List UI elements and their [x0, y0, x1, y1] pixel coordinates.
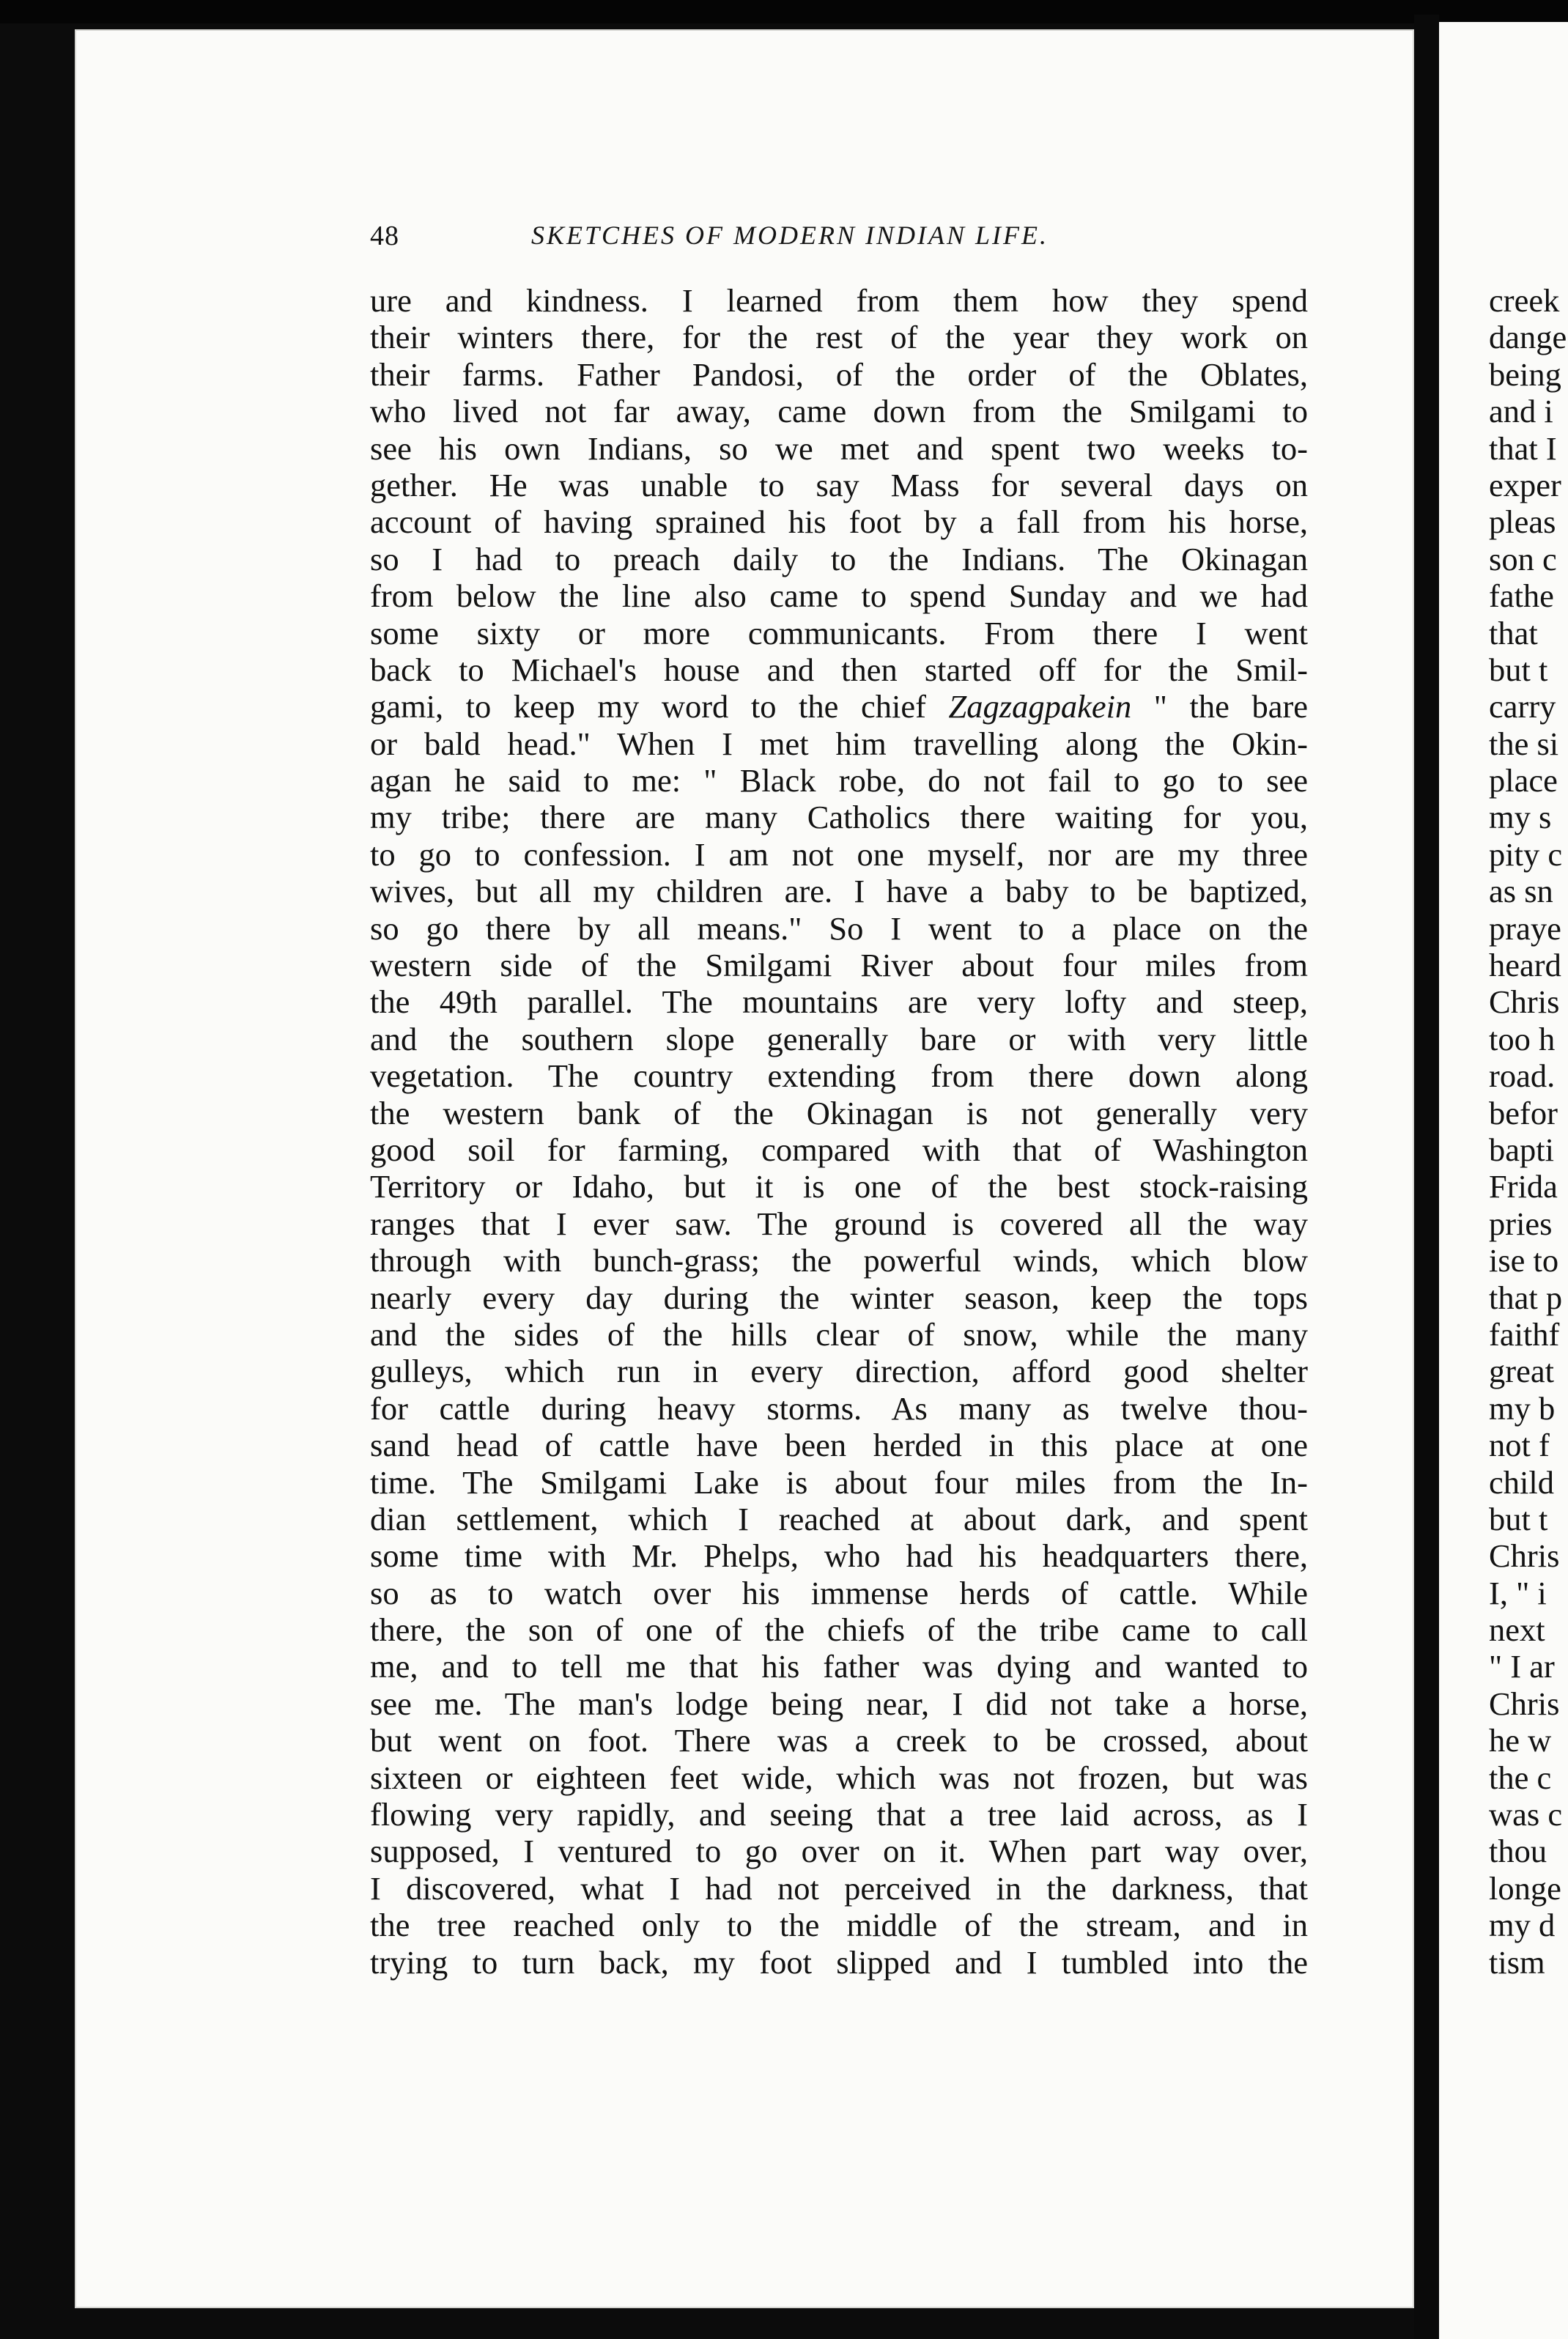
right-text-line: that p — [1489, 1279, 1563, 1316]
body-text — [370, 282, 1308, 1981]
text-line: sixteen or eighteen feet wide, which was not frozen, but was — [370, 1759, 1308, 1796]
right-text-line: " I ar — [1489, 1648, 1555, 1685]
text-line: see me. The man's lodge being near, I did not take a horse, — [370, 1685, 1308, 1722]
right-text-line: ise to — [1489, 1242, 1559, 1279]
right-text-line: great — [1489, 1353, 1554, 1390]
text-line: but went on foot. There was a creek to be crossed, about — [370, 1722, 1308, 1759]
right-text-line: tism — [1489, 1943, 1545, 1981]
text-line: time. The Smilgami Lake is about four miles from the In- — [370, 1463, 1308, 1501]
right-text-line: my d — [1489, 1907, 1556, 1944]
text-line: ure and kindness. I learned from them how they spend — [370, 282, 1308, 319]
text-line — [370, 688, 1308, 725]
text-line: who lived not far away, came down from the Smilgami to — [370, 393, 1308, 430]
right-text-line: thou — [1489, 1833, 1547, 1870]
text-line: their farms. Father Pandosi, of the order of the Oblates, — [370, 355, 1308, 393]
text-line: so I had to preach daily to the Indians. The Okinagan — [370, 540, 1308, 577]
text-line: some time with Mr. Phelps, who had his headquarters there, — [370, 1537, 1308, 1575]
text-line-start: gami, to keep my word to the chief — [370, 688, 926, 725]
right-text-line: Chris — [1489, 1537, 1560, 1575]
text-line: Territory or Idaho, but it is one of the best stock-raising — [370, 1168, 1308, 1205]
text-line: for cattle during heavy storms. As many as twelve thou- — [370, 1389, 1308, 1427]
right-text-line: heard — [1489, 947, 1561, 984]
scan-top-edge — [0, 0, 1568, 23]
right-text-line: child — [1489, 1463, 1554, 1501]
right-text-line: too h — [1489, 1020, 1556, 1057]
text-line: there, the son of one of the chiefs of the tribe came to call — [370, 1611, 1308, 1649]
right-text-line: bapti — [1489, 1131, 1554, 1168]
text-line: their winters there, for the rest of the year they work on — [370, 319, 1308, 356]
right-text-line: my s — [1489, 799, 1552, 836]
right-text-line: place — [1489, 762, 1558, 799]
right-text-line: the si — [1489, 725, 1559, 762]
right-text-line: he w — [1489, 1722, 1552, 1759]
text-line: so as to watch over his immense herds of cattle. While — [370, 1574, 1308, 1611]
text-line: the western bank of the Okinagan is not generally very — [370, 1094, 1308, 1131]
right-text-line: but t — [1489, 651, 1548, 688]
right-text-line: my b — [1489, 1389, 1556, 1427]
right-text-line: that I — [1489, 429, 1557, 467]
text-line: through with bunch-grass; the powerful winds, which blow — [370, 1242, 1308, 1279]
right-page-text — [1489, 282, 1568, 1981]
text-line: and the sides of the hills clear of snow, while the many — [370, 1315, 1308, 1353]
text-line: my tribe; there are many Catholics there waiting for you, — [370, 799, 1308, 836]
text-line: me, and to tell me that his father was dying and wanted to — [370, 1648, 1308, 1685]
text-line: back to Michael's house and then started off for the Smil- — [370, 651, 1308, 688]
right-text-line: I, " i — [1489, 1574, 1547, 1611]
text-line: I discovered, what I had not perceived in the darkness, that — [370, 1869, 1308, 1907]
text-line: the 49th parallel. The mountains are very lofty and steep, — [370, 983, 1308, 1021]
right-text-line: being — [1489, 355, 1561, 393]
text-line: gether. He was unable to say Mass for several days on — [370, 466, 1308, 503]
text-line: ranges that I ever saw. The ground is covered all the way — [370, 1205, 1308, 1242]
right-text-line: carry — [1489, 688, 1556, 725]
right-text-line: as sn — [1489, 873, 1553, 910]
right-text-line: that — [1489, 614, 1538, 651]
text-line: to go to confession. I am not one myself, nor are my three — [370, 835, 1308, 873]
right-text-line: pleas — [1489, 503, 1556, 541]
right-text-line: and i — [1489, 393, 1553, 430]
right-text-line: fathe — [1489, 577, 1554, 615]
page-number: 48 — [370, 221, 399, 251]
text-line-end: " the bare — [1131, 688, 1308, 725]
right-text-line: but t — [1489, 1500, 1548, 1537]
right-text-line: creek — [1489, 282, 1560, 319]
right-text-line: befor — [1489, 1094, 1558, 1131]
right-text-line: pity c — [1489, 835, 1563, 873]
right-text-line: Chris — [1489, 983, 1560, 1021]
text-line: vegetation. The country extending from there down along — [370, 1057, 1308, 1095]
right-text-line: not f — [1489, 1427, 1550, 1464]
text-line: supposed, I ventured to go over on it. When part way over, — [370, 1833, 1308, 1870]
text-line: good soil for farming, compared with that of Washington — [370, 1131, 1308, 1168]
right-text-line: next — [1489, 1611, 1545, 1649]
text-line: some sixty or more communicants. From there I went — [370, 614, 1308, 651]
text-line: account of having sprained his foot by a fall from his horse, — [370, 503, 1308, 541]
text-line: or bald head." When I met him travelling along the Okin- — [370, 725, 1308, 762]
right-page — [1439, 22, 1568, 2339]
right-text-line: longe — [1489, 1869, 1561, 1907]
text-line: see his own Indians, so we met and spent two weeks to- — [370, 429, 1308, 467]
text-line: western side of the Smilgami River about four miles from — [370, 947, 1308, 984]
right-text-line: faithf — [1489, 1315, 1560, 1353]
text-line: dian settlement, which I reached at about dark, and spent — [370, 1500, 1308, 1537]
text-line: so go there by all means." So I went to a place on the — [370, 909, 1308, 947]
text-line: trying to turn back, my foot slipped and I tumbled into the — [370, 1943, 1308, 1981]
text-line: agan he said to me: " Black robe, do not fail to go to see — [370, 762, 1308, 799]
text-line: wives, but all my children are. I have a baby to be baptized, — [370, 873, 1308, 910]
right-text-line: the c — [1489, 1759, 1552, 1796]
text-line: and the southern slope generally bare or with very little — [370, 1020, 1308, 1057]
book-gutter — [1414, 15, 1439, 2339]
right-text-line: praye — [1489, 909, 1561, 947]
right-text-line: road. — [1489, 1057, 1556, 1095]
right-text-line: Chris — [1489, 1685, 1560, 1722]
right-text-line: was c — [1489, 1796, 1563, 1833]
right-text-line: Frida — [1489, 1168, 1558, 1205]
running-head: SKETCHES OF MODERN INDIAN LIFE. — [531, 221, 1049, 250]
right-text-line: dange — [1489, 319, 1567, 356]
text-line: gulleys, which run in every direction, afford good shelter — [370, 1353, 1308, 1390]
text-line: sand head of cattle have been herded in this place at one — [370, 1427, 1308, 1464]
right-text-line: exper — [1489, 466, 1561, 503]
text-line: flowing very rapidly, and seeing that a tree laid across, as I — [370, 1796, 1308, 1833]
text-line: the tree reached only to the middle of the stream, and in — [370, 1907, 1308, 1944]
right-text-line: son c — [1489, 540, 1557, 577]
chief-name: Zagzagpakein — [948, 688, 1132, 725]
right-text-line: pries — [1489, 1205, 1553, 1242]
text-line: from below the line also came to spend Sunday and we had — [370, 577, 1308, 615]
page-header — [370, 220, 1293, 256]
text-line: nearly every day during the winter season, keep the tops — [370, 1279, 1308, 1316]
